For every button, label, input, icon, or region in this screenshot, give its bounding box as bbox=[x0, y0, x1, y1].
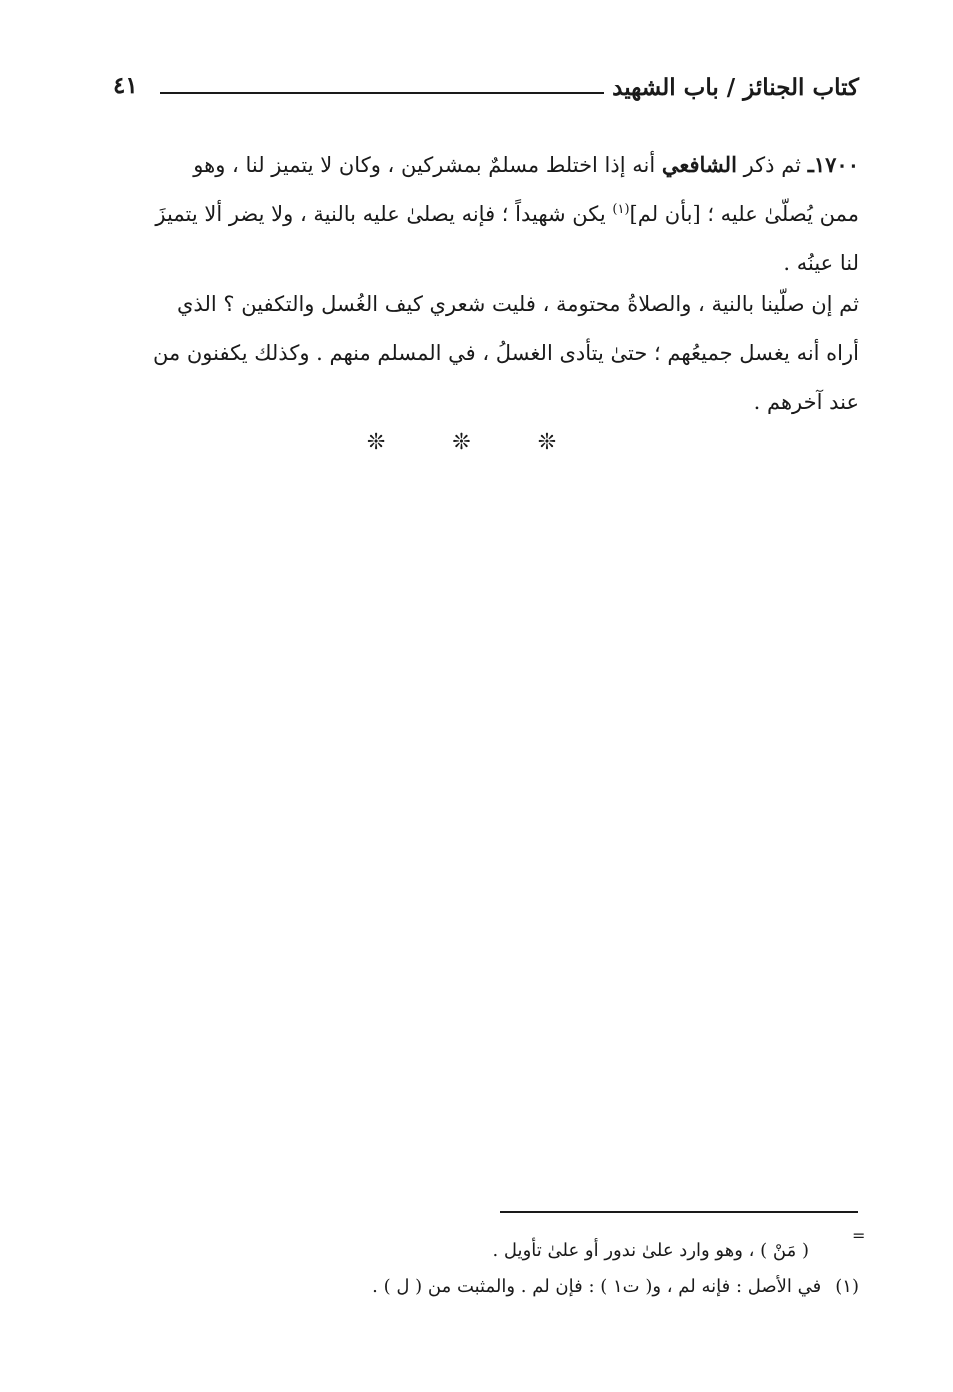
footnote-continuation: ( مَنْ ) ، وهو وارد علىٰ ندور أو علىٰ تأويل . bbox=[492, 1240, 809, 1261]
text-run: ممن يُصلّىٰ عليه ؛ [بأن لم] bbox=[629, 202, 859, 226]
paragraph-line bbox=[87, 140, 859, 190]
running-title: كتاب الجنائز / باب الشهيد bbox=[612, 74, 859, 101]
footnote-continuation-mark: = bbox=[852, 1226, 866, 1245]
paragraph-line: ثم إن صلّينا بالنية ، والصلاةُ محتومة ، فليت شعري كيف الغُسل والتكفين ؟ الذي bbox=[177, 292, 859, 316]
text-run: أنه إذا اختلط مسلمٌ بمشركين ، وكان لا يتميز لنا ، وهو bbox=[193, 153, 662, 177]
paragraph-line: أراه أنه يغسل جميعُهم ؛ حتىٰ يتأدى الغسلُ ، في المسلم منهم . وكذلك يكفنون من bbox=[152, 341, 859, 365]
footnote-rule bbox=[500, 1211, 858, 1213]
paragraph-line bbox=[87, 190, 859, 239]
footnote-1 bbox=[372, 1276, 859, 1297]
scholar-name: الشافعي bbox=[661, 152, 737, 177]
text-run: يكن شهيداً ؛ فإنه يصلىٰ عليه بالنية ، ولا يضر ألا يتميزَ bbox=[155, 202, 613, 226]
paragraph-1700 bbox=[87, 140, 859, 288]
issue-number: ١٧٠٠ـ bbox=[807, 152, 859, 177]
paragraph-line: لنا عينُه . bbox=[783, 251, 859, 275]
paragraph-line: عند آخرهم . bbox=[753, 390, 859, 414]
footnote-ref: (١) bbox=[612, 202, 630, 217]
header-rule bbox=[160, 92, 604, 94]
text-run: ثم ذكر bbox=[736, 153, 808, 177]
paragraph-2 bbox=[87, 280, 859, 427]
footnote-text: في الأصل : فإنه لم ، و( ت١ ) : فإن لم . والمثبت من ( ل ) . bbox=[372, 1276, 822, 1297]
page-number: ٤١ bbox=[113, 72, 138, 99]
section-separator: ❊ ❊ ❊ bbox=[366, 430, 587, 455]
footnote-marker: (١) bbox=[835, 1276, 859, 1297]
